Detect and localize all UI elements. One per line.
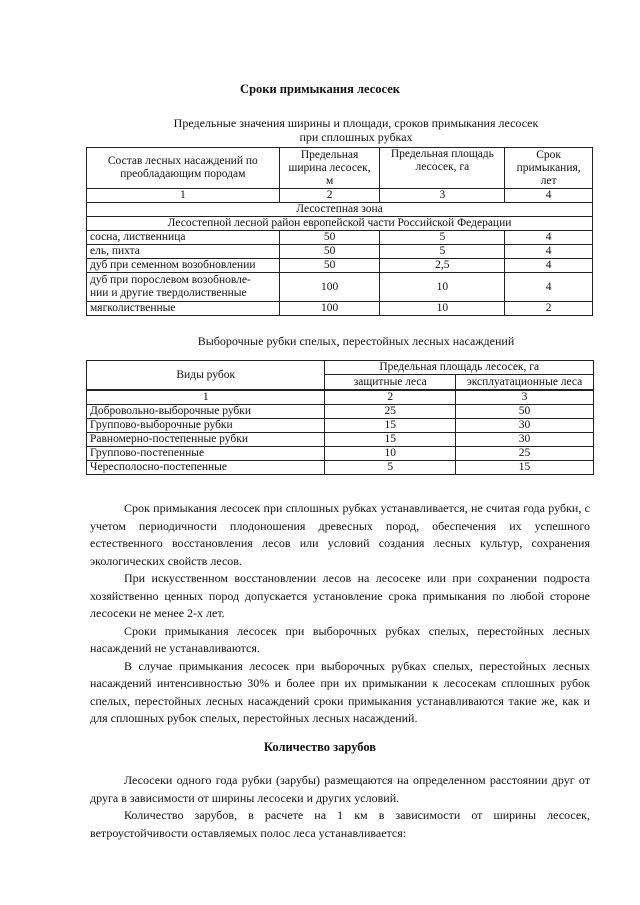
exploitation-cell: 30: [456, 419, 594, 433]
selective-cut-table: [86, 360, 594, 475]
table-row: [87, 405, 594, 419]
cut-type-cell: Группово-выборочные рубки: [87, 419, 325, 433]
table-row: [87, 433, 594, 447]
width-cell: 50: [279, 259, 380, 273]
column-number-row: [87, 189, 593, 203]
width-cell: 100: [279, 302, 380, 316]
species-cell: ель, пихта: [87, 245, 280, 259]
region-label: Лесостепной лесной район европейской части Российской Федерации: [87, 217, 593, 231]
exploitation-cell: 15: [456, 461, 594, 475]
cut-type-cell: Добровольно-выборочные рубки: [87, 405, 325, 419]
zone-label: Лесостепная зона: [87, 203, 593, 217]
column-number: 3: [380, 189, 505, 203]
table-row: [87, 302, 593, 316]
exploitation-cell: 25: [456, 447, 594, 461]
paragraph: Сроки примыкания лесосек при выборочных рубках спелых, перестойных лесных насаждений не устанавливаются.: [90, 623, 590, 655]
species-cell: дуб при семенном возобновлении: [87, 259, 280, 273]
table-row: [87, 461, 594, 475]
area-cell: 10: [380, 302, 505, 316]
zone-row: [87, 203, 593, 217]
cut-type-cell: Группово-постепенные: [87, 447, 325, 461]
paragraph: Количество зарубов, в расчете на 1 км в зависимости от ширины лесосек, ветроустойчивости оставляемых полос леса устанавливается:: [90, 808, 590, 840]
term-cell: 4: [505, 231, 593, 245]
exploitation-cell: 50: [456, 405, 594, 419]
column-number: 4: [505, 189, 593, 203]
species-cell: сосна, лиственница: [87, 231, 280, 245]
cut-type-cell: Чересполосно-постепенные: [87, 461, 325, 475]
table-row: [87, 245, 593, 259]
header-composition: Состав лесных насаждений по преобладающим породам: [87, 148, 280, 189]
table1-caption: [86, 116, 626, 144]
column-number: 1: [87, 390, 325, 405]
area-cell: 5: [380, 231, 505, 245]
table-header-row: [87, 148, 593, 189]
header-term: Срок примыкания, лет: [505, 148, 593, 189]
header-area: Предельная площадь лесосек, га: [380, 148, 505, 189]
body-text-2: [90, 772, 590, 842]
protective-cell: 5: [325, 461, 456, 475]
area-cell: 5: [380, 245, 505, 259]
width-cell: 50: [279, 231, 380, 245]
table-header-row: [87, 361, 594, 375]
protective-cell: 15: [325, 433, 456, 447]
column-number: 2: [279, 189, 380, 203]
page-title: Сроки примыкания лесосек: [240, 82, 400, 96]
width-cell: 50: [279, 245, 380, 259]
section-subtitle: Количество зарубов: [263, 740, 377, 754]
table1-caption-line1: Предельные значения ширины и площади, сроков примыкания лесосек: [173, 116, 539, 130]
clearcut-table: [86, 147, 593, 316]
term-cell: 4: [505, 273, 593, 302]
table-row: [87, 273, 593, 302]
header-cut-type: Виды рубок: [87, 361, 325, 391]
cut-type-cell: Равномерно-постепенные рубки: [87, 433, 325, 447]
header-area-group: Предельная площадь лесосек, га: [325, 361, 594, 375]
column-number: 1: [87, 189, 280, 203]
table1-caption-line2: при сплошных рубках: [299, 130, 413, 144]
table-row: [87, 419, 594, 433]
header-exploitation: эксплуатационные леса: [456, 375, 594, 390]
header-protective: защитные леса: [325, 375, 456, 390]
paragraph: Лесосеки одного года рубки (зарубы) размещаются на определенном расстоянии друг от друга в зависимости от ширины лесосеки и других условий.: [90, 773, 590, 805]
column-number-row: [87, 390, 594, 405]
exploitation-cell: 30: [456, 433, 594, 447]
term-cell: 4: [505, 245, 593, 259]
species-cell: дуб при порослевом возобновле- нии и другие твердолиственные: [87, 273, 280, 302]
table-row: [87, 231, 593, 245]
region-row: [87, 217, 593, 231]
header-width: Предельная ширина лесосек, м: [279, 148, 380, 189]
table-row: [87, 447, 594, 461]
area-cell: 10: [380, 273, 505, 302]
protective-cell: 15: [325, 419, 456, 433]
protective-cell: 25: [325, 405, 456, 419]
protective-cell: 10: [325, 447, 456, 461]
column-number: 2: [325, 390, 456, 405]
term-cell: 4: [505, 259, 593, 273]
species-cell: мягколиственные: [87, 302, 280, 316]
table-row: [87, 259, 593, 273]
width-cell: 100: [279, 273, 380, 302]
table2-caption: Выборочные рубки спелых, перестойных лесных насаждений: [197, 334, 515, 348]
paragraph: Срок примыкания лесосек при сплошных рубках устанавливается, не считая года рубки, с учетом периодичности плодоношения древесных пород, обеспечения их успешного естественного восстановления лесов или условий создания лесных культур, сохранения экологических свойств лесов.: [90, 501, 590, 568]
column-number: 3: [456, 390, 594, 405]
area-cell: 2,5: [380, 259, 505, 273]
paragraph: В случае примыкания лесосек при выборочных рубках спелых, перестойных лесных насаждений интенсивностью 30% и более при их примыкании к лесосекам сплошных рубок спелых, перестойных лесных насаждений сроки примыкания устанавливаются такие же, как и для сплошных рубок спелых, перестойных лесных насаждений.: [90, 658, 590, 725]
paragraph: При искусственном восстановлении лесов на лесосеке или при сохранении подроста хозяйственно ценных пород допускается установление срока примыкания по любой стороне лесосеки не менее 2-х лет.: [90, 571, 590, 620]
term-cell: 2: [505, 302, 593, 316]
body-text-1: [90, 500, 590, 728]
